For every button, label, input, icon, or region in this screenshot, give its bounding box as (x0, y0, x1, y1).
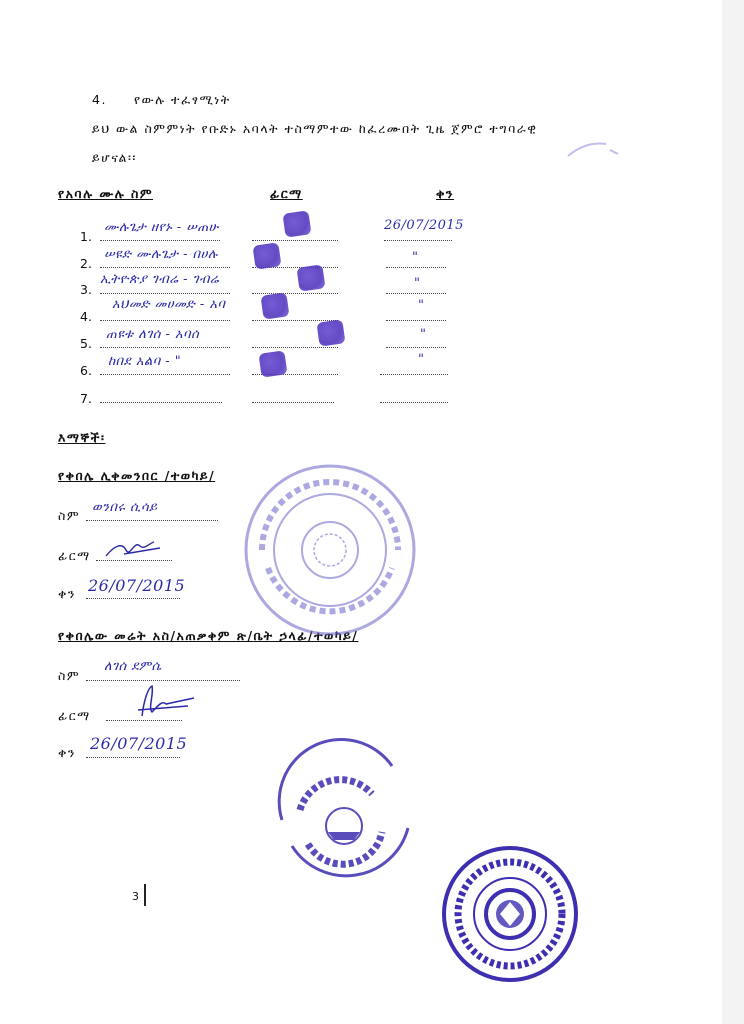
thumbprint (316, 319, 345, 346)
name-line (100, 293, 230, 294)
row-number: 1. (80, 229, 92, 244)
row-number: 3. (80, 282, 92, 297)
name-line (100, 267, 230, 268)
thumbprint (282, 210, 311, 237)
name-line (100, 347, 230, 348)
section-text-line1: ይህ ውል ስምምነት የቡድኑ አባላት ተስማምተው ከፈረሙበት ጊዜ ጀምሮ ተግባራዊ (92, 121, 538, 136)
row-number: 2. (80, 256, 92, 271)
date-line (386, 347, 446, 348)
column-header-name: የአባሉ ሙሉ ስም (58, 186, 153, 201)
row-number: 5. (80, 336, 92, 351)
kebele-seal-stamp (238, 458, 422, 642)
chairman-name-line (86, 520, 218, 521)
thumbprint (258, 350, 287, 377)
column-header-signature: ፊርማ (270, 186, 303, 201)
signature-line (252, 293, 338, 294)
land-office-date-label: ቀን (58, 745, 76, 760)
chairman-signature (104, 536, 164, 564)
thumbprint (296, 264, 325, 291)
chairman-heading: የቀበሌ ሊቀመንበር /ተወካይ/ (58, 468, 216, 483)
woreda-seal-stamp (438, 842, 582, 986)
chairman-name: ወንበሩ ሲሳይ (92, 500, 158, 515)
row-number: 6. (80, 363, 92, 378)
date-line (386, 293, 446, 294)
member-name: ጠዩቱ ለገሰ - አባሰ (106, 327, 200, 342)
column-header-date: ቀን (436, 186, 454, 201)
member-date: " (412, 250, 419, 265)
name-line (100, 374, 230, 375)
land-office-date: 26/07/2015 (90, 734, 188, 753)
member-date: " (418, 298, 425, 313)
member-name: አህመድ መሀመድ - አባ (112, 297, 226, 312)
ink-smudge (566, 132, 622, 162)
witnesses-heading: እማኞች፡ (58, 430, 106, 445)
signature-line (252, 402, 334, 403)
member-name: ሠዩድ ሙሉጌታ - በሀሉ (104, 247, 218, 262)
date-line (380, 402, 448, 403)
date-line (380, 374, 448, 375)
member-name: ሙሉጌታ ዘየኑ - ሠጠሁ (104, 220, 219, 235)
scan-edge (722, 0, 744, 1024)
land-office-heading: የቀበሌው መሬት አስ/አጠቃቀም ጽ/ቤት ኃላፊ/ተወካይ/ (58, 628, 359, 643)
signature-line (252, 240, 338, 241)
member-date: " (414, 276, 421, 291)
land-office-date-line (86, 757, 180, 758)
row-number: 7. (80, 391, 92, 406)
date-line (386, 267, 446, 268)
date-line (384, 240, 452, 241)
chairman-date-label: ቀን (58, 586, 76, 601)
office-seal-stamp (262, 736, 418, 886)
land-office-name: ለገሰ ደምሴ (104, 659, 162, 674)
page-number: 3 (132, 890, 141, 903)
page-number-bar (144, 884, 146, 906)
name-line (100, 402, 222, 403)
land-office-name-label: ስም (58, 668, 81, 683)
member-date: " (418, 352, 425, 367)
member-date: " (420, 327, 427, 342)
date-line (386, 320, 446, 321)
chairman-date-line (86, 598, 180, 599)
section-heading: የውሉ ተፈፃሚነት (134, 92, 231, 107)
chairman-date: 26/07/2015 (88, 576, 186, 595)
section-text-line2: ይሆናል፡፡ (92, 150, 137, 165)
member-name: ከበደ አልባ - " (108, 354, 182, 369)
signature-line (252, 347, 338, 348)
row-number: 4. (80, 309, 92, 324)
member-date: 26/07/2015 (384, 218, 464, 233)
name-line (100, 240, 220, 241)
land-office-signature (128, 680, 198, 722)
section-number: 4. (92, 92, 107, 107)
member-name: ኢትዮጵያ ገብሬ - ገብሬ (100, 272, 220, 287)
chairman-signature-label: ፊርማ (58, 548, 91, 563)
land-office-signature-label: ፊርማ (58, 708, 91, 723)
thumbprint (252, 242, 281, 269)
thumbprint (260, 292, 289, 319)
name-line (100, 320, 230, 321)
chairman-name-label: ስም (58, 508, 81, 523)
